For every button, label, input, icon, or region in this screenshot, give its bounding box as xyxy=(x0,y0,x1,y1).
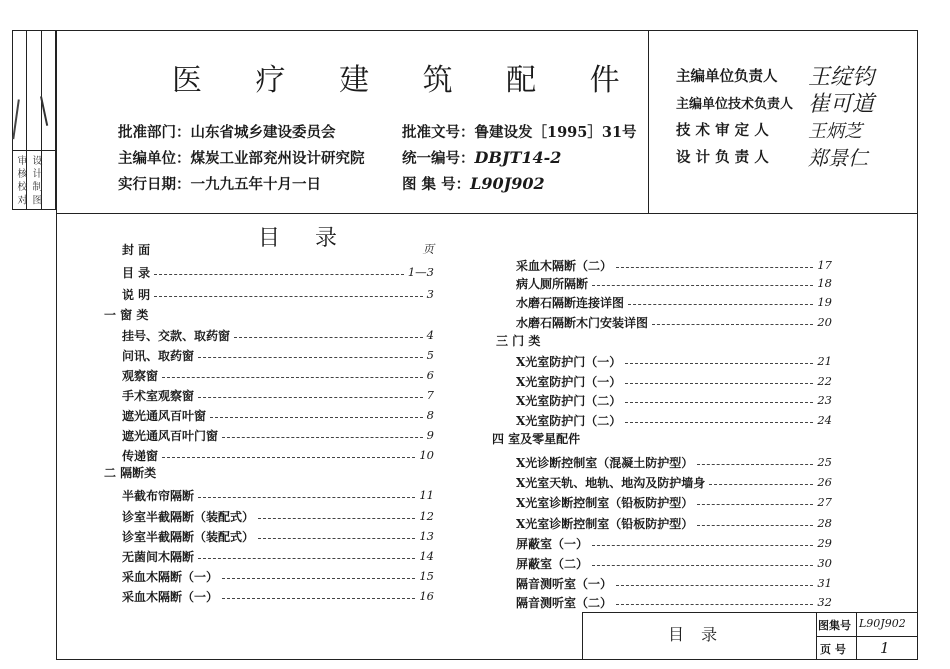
leader-line xyxy=(198,397,423,398)
toc-page: 30 xyxy=(817,556,832,570)
toc-row xyxy=(122,264,434,280)
leader-line xyxy=(697,504,813,505)
toc-label: 诊室半截隔断（装配式） xyxy=(122,529,255,544)
toc-row xyxy=(516,575,832,591)
responsible-signature: 郑景仁 xyxy=(808,146,868,170)
toc-label: 无菌间木隔断 xyxy=(122,549,195,564)
toc-label: 半截布帘隔断 xyxy=(122,488,195,503)
approval-atlas xyxy=(402,173,545,194)
approval-unified xyxy=(402,147,561,168)
toc-row xyxy=(516,474,832,490)
toc-row xyxy=(516,294,832,310)
approval-atlas-value: L90J902 xyxy=(470,174,545,193)
header-vertical-divider xyxy=(648,30,649,213)
approval-docno xyxy=(402,121,637,142)
approval-docno-label: 批准文号： xyxy=(402,124,475,141)
toc-row xyxy=(122,367,434,383)
toc-label: 观察窗 xyxy=(122,368,159,383)
toc-row xyxy=(122,508,434,524)
responsible-row xyxy=(676,116,912,143)
responsible-row xyxy=(676,89,912,116)
leader-line xyxy=(198,497,415,498)
toc-row xyxy=(516,392,832,408)
leader-line xyxy=(592,285,813,286)
leader-line xyxy=(625,363,813,364)
strip-divider xyxy=(12,150,56,151)
approval-editor-value: 煤炭工业部兖州设计研究院 xyxy=(190,150,365,167)
toc-row xyxy=(516,454,832,470)
toc-row xyxy=(122,487,434,503)
responsible-role: 主编单位负责人 xyxy=(676,68,778,85)
approval-date-value: 一九九五年十月一日 xyxy=(190,176,321,193)
toc-page: 6 xyxy=(426,368,434,382)
toc-section: 三 门 类 xyxy=(496,334,541,348)
toc-row xyxy=(516,373,832,389)
leader-line xyxy=(616,604,813,605)
leader-line xyxy=(222,578,415,579)
footer-title: 目 录 xyxy=(668,625,724,644)
toc-page: 12 xyxy=(419,509,434,523)
leader-line xyxy=(154,296,422,297)
responsible-signature: 王炳芝 xyxy=(808,120,862,142)
responsible-role: 技 术 审 定 人 xyxy=(676,122,769,139)
toc-row xyxy=(122,568,434,584)
toc-row xyxy=(122,407,434,423)
toc-row xyxy=(122,286,434,302)
responsible-role: 设 计 负 责 人 xyxy=(676,149,769,166)
toc-page: 1—3 xyxy=(407,265,434,279)
toc-row xyxy=(122,548,434,564)
leader-line xyxy=(162,377,423,378)
leader-line xyxy=(198,357,423,358)
approval-dept-value: 山东省城乡建设委员会 xyxy=(190,124,336,141)
toc-label: 采血木隔断（一） xyxy=(122,569,219,584)
approval-docno-value: 鲁建设发［1995］31号 xyxy=(474,124,637,141)
toc-label: 隔音测听室（二） xyxy=(516,595,613,610)
toc-row xyxy=(516,594,832,610)
toc-row xyxy=(122,347,434,363)
footer-atlas-label: 图集号 xyxy=(818,619,851,632)
toc-label: 传递窗 xyxy=(122,448,159,463)
approval-editor xyxy=(118,147,365,168)
responsible-row xyxy=(676,143,912,170)
strip-roles-2: 设 计 制 图 xyxy=(30,155,41,205)
leader-line xyxy=(234,337,423,338)
approval-date-label: 实行日期： xyxy=(118,176,191,193)
approval-date xyxy=(118,173,321,194)
toc-row xyxy=(516,257,832,273)
toc-heading: 目 录 xyxy=(258,226,351,251)
leader-line xyxy=(258,538,415,539)
toc-section: 一 窗 类 xyxy=(104,308,149,322)
toc-page: 4 xyxy=(426,328,434,342)
toc-page: 20 xyxy=(817,315,832,329)
leader-line xyxy=(198,558,415,559)
toc-page: 页 xyxy=(422,242,434,256)
toc-label: 说 明 xyxy=(122,287,151,302)
toc-label: 屏蔽室（二） xyxy=(516,556,589,571)
toc-label: X光室防护门（一） xyxy=(516,374,622,389)
toc-label: 目 录 xyxy=(122,265,151,280)
toc-row xyxy=(122,327,434,343)
toc-page: 22 xyxy=(817,374,832,388)
leader-line xyxy=(616,267,813,268)
toc-page: 28 xyxy=(817,516,832,530)
toc-row xyxy=(516,535,832,551)
toc-label: 水磨石隔断连接详图 xyxy=(516,295,625,310)
toc-row xyxy=(516,412,832,428)
header-divider xyxy=(56,213,918,214)
toc-label: X光室诊断控制室（铅板防护型） xyxy=(516,495,694,510)
toc-page: 23 xyxy=(817,393,832,407)
toc-row xyxy=(516,515,832,531)
leader-line xyxy=(616,585,813,586)
approval-dept xyxy=(118,121,336,142)
leader-line xyxy=(628,304,813,305)
leader-line xyxy=(592,565,813,566)
leader-line xyxy=(222,598,415,599)
toc-row xyxy=(516,353,832,369)
toc-page: 15 xyxy=(419,569,434,583)
toc-page: 8 xyxy=(426,408,434,422)
leader-line xyxy=(258,518,415,519)
footer-atlas-value: L90J902 xyxy=(859,617,906,630)
toc-label: X光室防护门（一） xyxy=(516,354,622,369)
leader-line xyxy=(697,464,813,465)
toc-label: 采血木隔断（一） xyxy=(122,589,219,604)
toc-label: X光室诊断控制室（铅板防护型） xyxy=(516,516,694,531)
toc-page: 3 xyxy=(426,287,434,301)
toc-label: 诊室半截隔断（装配式） xyxy=(122,509,255,524)
responsible-block xyxy=(676,62,912,170)
toc-row xyxy=(516,314,832,330)
leader-line xyxy=(625,402,813,403)
toc-label: X光诊断控制室（混凝土防护型） xyxy=(516,455,694,470)
toc-page: 14 xyxy=(419,549,434,563)
toc-page: 31 xyxy=(817,576,832,590)
toc-page: 7 xyxy=(426,388,434,402)
page-title: 医 疗 建 筑 配 件 xyxy=(172,63,642,98)
toc-label: X光室防护门（二） xyxy=(516,393,622,408)
toc-page: 18 xyxy=(817,276,832,290)
toc-row xyxy=(122,387,434,403)
toc-label: 采血木隔断（二） xyxy=(516,258,613,273)
toc-label: 问讯、取药窗 xyxy=(122,348,195,363)
toc-label: 水磨石隔断木门安装详图 xyxy=(516,315,649,330)
toc-row xyxy=(122,427,434,443)
approval-dept-label: 批准部门： xyxy=(118,124,191,141)
responsible-role: 主编单位技术负责人 xyxy=(676,97,794,112)
toc-page: 27 xyxy=(817,495,832,509)
approval-unified-value: DBJT14-2 xyxy=(474,148,562,167)
toc-row xyxy=(122,588,434,604)
toc-page: 19 xyxy=(817,295,832,309)
leader-line xyxy=(625,422,813,423)
toc-page: 32 xyxy=(817,595,832,609)
leader-line xyxy=(592,545,813,546)
toc-row xyxy=(516,494,832,510)
leader-line xyxy=(697,525,813,526)
toc-page: 11 xyxy=(419,488,434,502)
leader-line xyxy=(709,484,813,485)
toc-section: 二 隔断类 xyxy=(104,466,157,480)
toc-label: 隔音测听室（一） xyxy=(516,576,613,591)
approval-atlas-label: 图 集 号： xyxy=(402,176,471,193)
toc-row xyxy=(122,447,434,463)
toc-label: 挂号、交款、取药窗 xyxy=(122,328,231,343)
leader-line xyxy=(652,324,813,325)
toc-label: X光室天轨、地轨、地沟及防护墙身 xyxy=(516,475,706,490)
toc-page: 29 xyxy=(817,536,832,550)
toc-label: X光室防护门（二） xyxy=(516,413,622,428)
toc-row xyxy=(122,241,434,257)
responsible-signature: 崔可道 xyxy=(808,92,875,117)
toc-page: 10 xyxy=(419,448,434,462)
toc-page: 13 xyxy=(419,529,434,543)
responsible-row xyxy=(676,62,912,89)
leader-line xyxy=(154,274,404,275)
approval-unified-label: 统一编号： xyxy=(402,150,475,167)
toc-label: 封 面 xyxy=(122,242,151,257)
responsible-signature: 王绽钧 xyxy=(808,65,875,90)
toc-label: 遮光通风百叶窗 xyxy=(122,408,207,423)
toc-page: 21 xyxy=(817,354,832,368)
toc-row xyxy=(516,555,832,571)
toc-page: 9 xyxy=(426,428,434,442)
strip-roles-1: 审 核 校 对 xyxy=(15,155,26,205)
toc-label: 遮光通风百叶门窗 xyxy=(122,428,219,443)
toc-label: 病人厕所隔断 xyxy=(516,276,589,291)
footer-page-value: 1 xyxy=(880,639,890,657)
toc-page: 16 xyxy=(419,589,434,603)
toc-row xyxy=(516,275,832,291)
approval-editor-label: 主编单位： xyxy=(118,150,191,167)
toc-row xyxy=(122,528,434,544)
toc-page: 26 xyxy=(817,475,832,489)
toc-label: 手术室观察窗 xyxy=(122,388,195,403)
toc-page: 25 xyxy=(817,455,832,469)
footer-divider xyxy=(816,636,918,637)
leader-line xyxy=(210,417,423,418)
toc-page: 17 xyxy=(817,258,832,272)
toc-label: 屏蔽室（一） xyxy=(516,536,589,551)
leader-line xyxy=(162,457,415,458)
toc-section: 四 室及零星配件 xyxy=(492,432,581,446)
footer-page-label: 页 号 xyxy=(820,643,846,656)
leader-line xyxy=(625,383,813,384)
toc-page: 24 xyxy=(817,413,832,427)
leader-line xyxy=(222,437,423,438)
toc-page: 5 xyxy=(426,348,434,362)
